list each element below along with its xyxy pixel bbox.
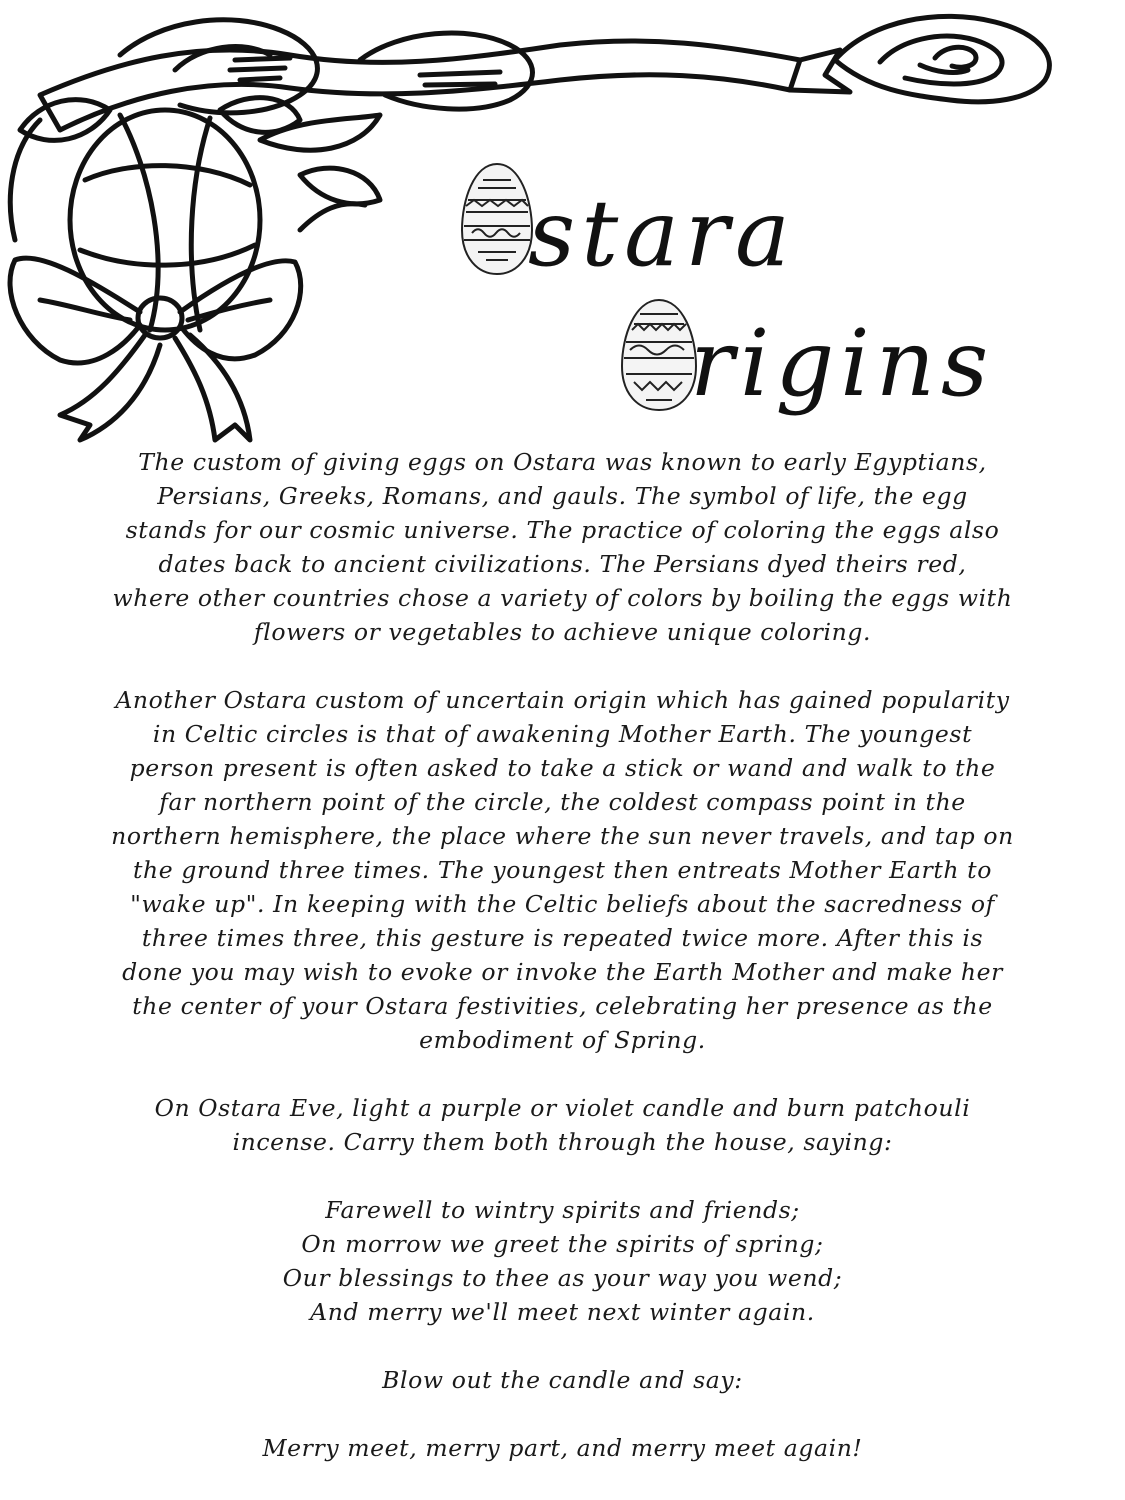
text-line: flowers or vegetables to achieve unique coloring.	[253, 618, 872, 646]
closing-blessing	[60, 1431, 1065, 1465]
text-line: three times three, this gesture is repeated twice more. After this is	[141, 924, 984, 952]
easter-egg-icon	[618, 296, 700, 414]
instruction	[60, 1363, 1065, 1397]
text-line: On Ostara Eve, light a purple or violet candle and burn patchouli	[154, 1094, 971, 1122]
text-line: incense. Carry them both through the house, saying:	[232, 1128, 893, 1156]
text-line: "wake up". In keeping with the Celtic beliefs about the sacredness of	[130, 890, 995, 918]
instruction-text: Blow out the candle and say:	[382, 1366, 743, 1394]
text-line: dates back to ancient civilizations. The Persians dyed theirs red,	[158, 550, 967, 578]
verse-line: Farewell to wintry spirits and friends;	[325, 1196, 800, 1224]
text-line: person present is often asked to take a stick or wand and walk to the	[129, 754, 996, 782]
easter-egg-icon	[458, 160, 536, 278]
text-line: Another Ostara custom of uncertain origin which has gained popularity	[115, 686, 1010, 714]
text-line: Persians, Greeks, Romans, and gauls. The symbol of life, the egg	[157, 482, 968, 510]
text-line: done you may wish to evoke or invoke the Earth Mother and make her	[122, 958, 1003, 986]
article-body	[60, 445, 1065, 1499]
text-line: the ground three times. The youngest then entreats Mother Earth to	[133, 856, 992, 884]
title-word-ostara-text: stara	[528, 180, 796, 287]
title-word-origins-text: rigins	[690, 310, 995, 417]
text-line: where other countries chose a variety of colors by boiling the eggs with	[112, 584, 1013, 612]
text-line: stands for our cosmic universe. The practice of coloring the eggs also	[125, 516, 1000, 544]
verse-line: On morrow we greet the spirits of spring;	[301, 1230, 824, 1258]
verse-line: Our blessings to thee as your way you wend;	[282, 1264, 843, 1292]
closing-text: Merry meet, merry part, and merry meet again!	[262, 1434, 863, 1462]
text-line: far northern point of the circle, the coldest compass point in the	[159, 788, 966, 816]
paragraph-awakening-mother-earth	[60, 683, 1065, 1057]
paragraph-egg-custom	[60, 445, 1065, 649]
paragraph-ostara-eve	[60, 1091, 1065, 1159]
text-line: embodiment of Spring.	[419, 1026, 706, 1054]
text-line: The custom of giving eggs on Ostara was known to early Egyptians,	[138, 448, 987, 476]
text-line: the center of your Ostara festivities, celebrating her presence as the	[132, 992, 993, 1020]
text-line: northern hemisphere, the place where the sun never travels, and tap on	[111, 822, 1014, 850]
title-word-ostara	[528, 180, 796, 287]
verse	[60, 1193, 1065, 1329]
verse-line: And merry we'll meet next winter again.	[310, 1298, 815, 1326]
text-line: in Celtic circles is that of awakening Mother Earth. The youngest	[152, 720, 973, 748]
title-word-origins	[690, 310, 995, 417]
